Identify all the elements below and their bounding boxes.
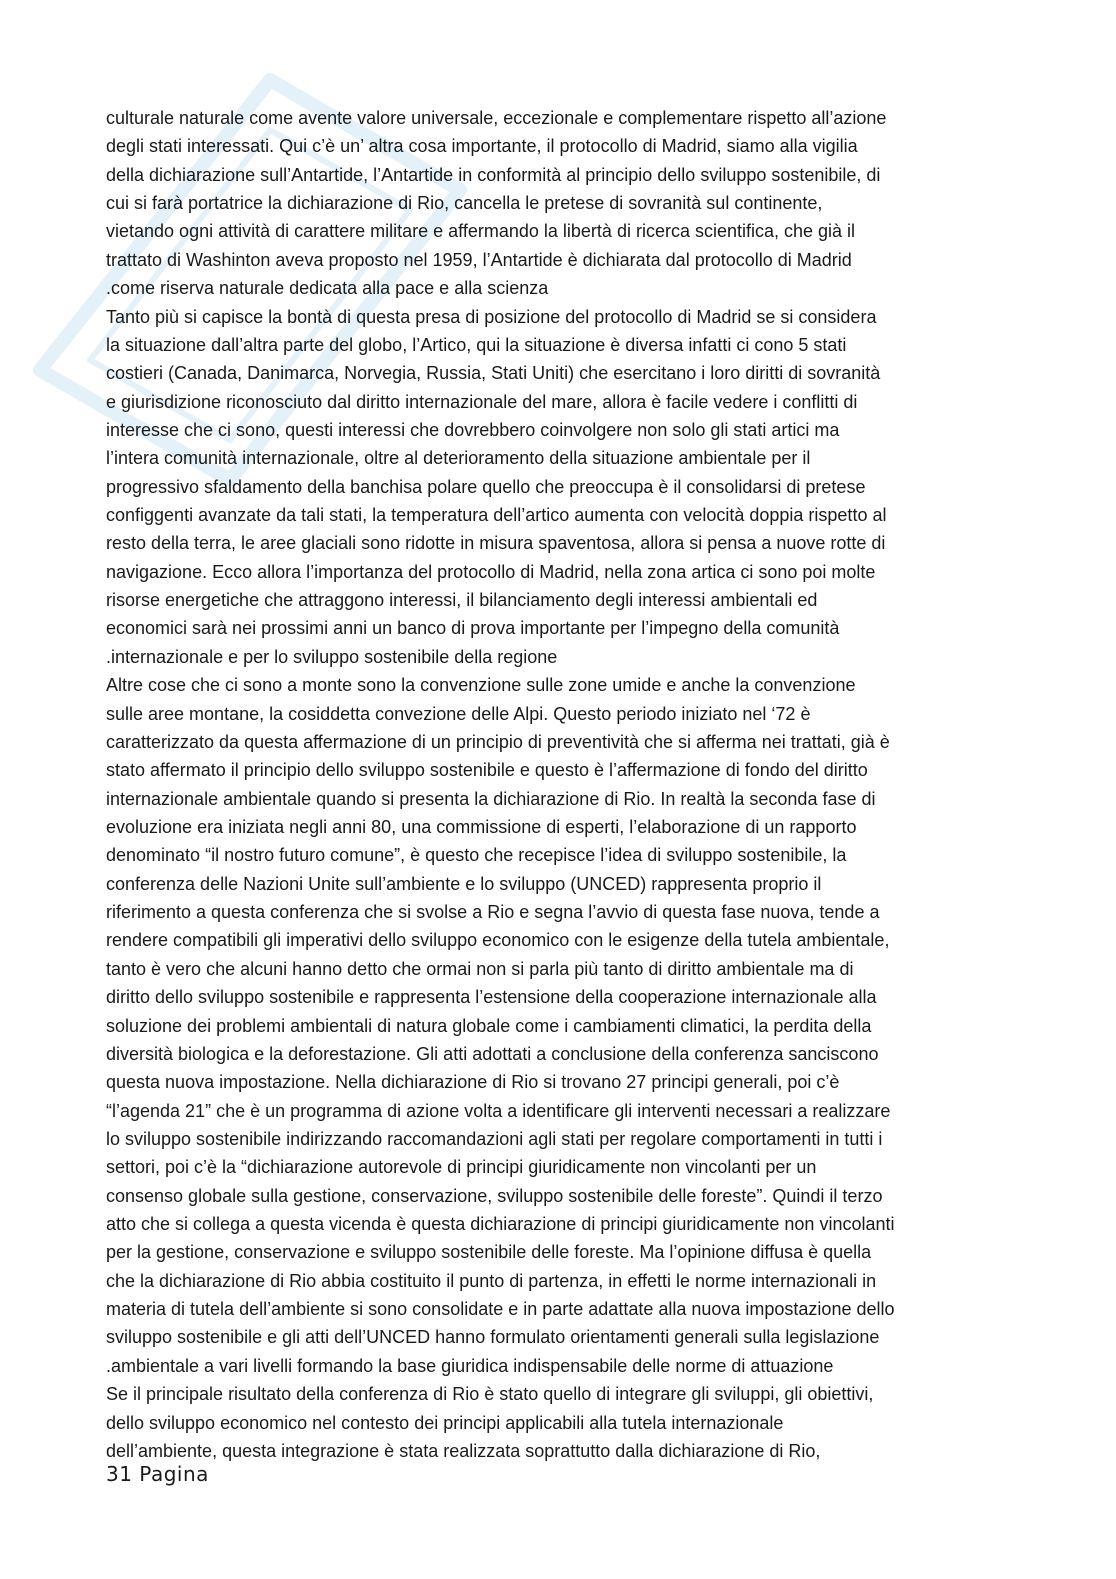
text-line: “l’agenda 21” che è un programma di azione volta a identificare gli interventi necessari a realizzare [106,1100,891,1121]
text-line: trattato di Washinton aveva proposto nel 1959, l’Antartide è dichiarata dal protocollo di Madrid [106,249,852,270]
text-line: evoluzione era iniziata negli anni 80, una commissione di esperti, l’elaborazione di un rapporto [106,816,857,837]
text-line: materia di tutela dell’ambiente si sono consolidate e in parte adattate alla nuova impostazione dello [106,1299,895,1320]
text-line: sviluppo sostenibile e gli atti dell’UNCED hanno formulato orientamenti generali sulla legislazione [106,1327,880,1348]
text-line: risorse energetiche che attraggono interessi, il bilanciamento degli interessi ambientali ed [106,590,818,611]
text-line: consenso globale sulla gestione, conservazione, sviluppo sostenibile delle foreste”. Quindi il terzo [106,1185,883,1206]
text-line: diritto dello sviluppo sostenibile e rappresenta l’estensione della cooperazione internazionale alla [106,987,877,1008]
text-line: settori, poi c’è la “dichiarazione autorevole di principi giuridicamente non vincolanti per un [106,1157,817,1178]
text-line: lo sviluppo sostenibile indirizzando raccomandazioni agli stati per regolare comportamenti in tutti i [106,1128,883,1149]
text-line: Tanto più si capisce la bontà di questa presa di posizione del protocollo di Madrid se si considera [106,306,877,327]
text-line: conferenza delle Nazioni Unite sull’ambiente e lo sviluppo (UNCED) rappresenta proprio il [106,873,822,894]
document-body [106,104,1016,1465]
text-line: dello sviluppo economico nel contesto dei principi applicabili alla tutela internazionale [106,1412,784,1433]
text-line: vietando ogni attività di carattere militare e affermando la libertà di ricerca scientifica, che già il [106,221,856,242]
text-line: stato affermato il principio dello sviluppo sostenibile e questo è l’affermazione di fondo del diritto [106,760,868,781]
text-line: internazionale ambientale quando si presenta la dichiarazione di Rio. In realtà la seconda fase di [106,788,876,809]
page-number: 31 Pagina [106,1462,209,1486]
text-line: navigazione. Ecco allora l’importanza del protocollo di Madrid, nella zona artica ci sono poi molte [106,561,876,582]
text-line: configgenti avanzate da tali stati, la temperatura dell’artico aumenta con velocità doppia rispetto al [106,505,887,526]
text-line: sulle aree montane, la cosiddetta convezione delle Alpi. Questo periodo iniziato nel ‘72 è [106,703,811,724]
text-line: caratterizzato da questa affermazione di un principio di preventività che si afferma nei trattati, già è [106,731,890,752]
text-line: rendere compatibili gli imperativi dello sviluppo economico con le esigenze della tutela ambientale, [106,930,890,951]
text-line: della dichiarazione sull’Antartide, l’Antartide in conformità al principio dello sviluppo sostenibile, di [106,164,881,185]
text-line: .internazionale e per lo sviluppo sostenibile della regione [106,646,558,667]
text-line: atto che si collega a questa vicenda è questa dichiarazione di principi giuridicamente non vincolanti [106,1214,895,1235]
text-line: denominato “il nostro futuro comune”, è questo che recepisce l’idea di sviluppo sostenibile, la [106,845,847,866]
text-line: e giurisdizione riconosciuto dal diritto internazionale del mare, allora è facile vedere i conflitti di [106,391,858,412]
text-line: cui si farà portatrice la dichiarazione di Rio, cancella le pretese di sovranità sul continente, [106,193,823,214]
text-line: tanto è vero che alcuni hanno detto che ormai non si parla più tanto di diritto ambientale ma di [106,958,854,979]
text-line: diversità biologica e la deforestazione. Gli atti adottati a conclusione della conferenza sanciscono [106,1043,879,1064]
text-line: riferimento a questa conferenza che si svolse a Rio e segna l’avvio di questa fase nuova, tende a [106,902,880,923]
text-line: questa nuova impostazione. Nella dichiarazione di Rio si trovano 27 principi generali, poi c’è [106,1072,840,1093]
text-line: progressivo sfaldamento della banchisa polare quello che preoccupa è il consolidarsi di pretese [106,476,866,497]
text-line: l’intera comunità internazionale, oltre al deterioramento della situazione ambientale per il [106,448,811,469]
text-line: costieri (Canada, Danimarca, Norvegia, Russia, Stati Uniti) che esercitano i loro diritti di sovranità [106,363,881,384]
text-line: economici sarà nei prossimi anni un banco di prova importante per l’impegno della comunità [106,618,840,639]
text-line: Se il principale risultato della conferenza di Rio è stato quello di integrare gli sviluppi, gli obiettivi, [106,1384,874,1405]
text-line: soluzione dei problemi ambientali di natura globale come i cambiamenti climatici, la perdita della [106,1015,872,1036]
text-line: Altre cose che ci sono a monte sono la convenzione sulle zone umide e anche la convenzione [106,675,856,696]
text-line: dell’ambiente, questa integrazione è stata realizzata soprattutto dalla dichiarazione di Rio, [106,1440,821,1461]
text-line: .come riserva naturale dedicata alla pace e alla scienza [106,278,549,299]
text-line: .ambientale a vari livelli formando la base giuridica indispensabile delle norme di attuazione [106,1355,834,1376]
text-line: culturale naturale come avente valore universale, eccezionale e complementare rispetto all’azione [106,108,887,128]
text-line: la situazione dall’altra parte del globo, l’Artico, qui la situazione è diversa infatti ci cono 5 stati [106,334,847,355]
text-line: che la dichiarazione di Rio abbia costituito il punto di partenza, in effetti le norme internazionali in [106,1270,877,1291]
text-line: per la gestione, conservazione e sviluppo sostenibile delle foreste. Ma l’opinione diffusa è quella [106,1242,872,1263]
text-line: interesse che ci sono, questi interessi che dovrebbero coinvolgere non solo gli stati artici ma [106,419,840,440]
text-line: degli stati interessati. Qui c’è un’ altra cosa importante, il protocollo di Madrid, siamo alla vigilia [106,136,858,157]
text-line: resto della terra, le aree glaciali sono ridotte in misura spaventosa, allora si pensa a nuove rotte di [106,533,886,554]
